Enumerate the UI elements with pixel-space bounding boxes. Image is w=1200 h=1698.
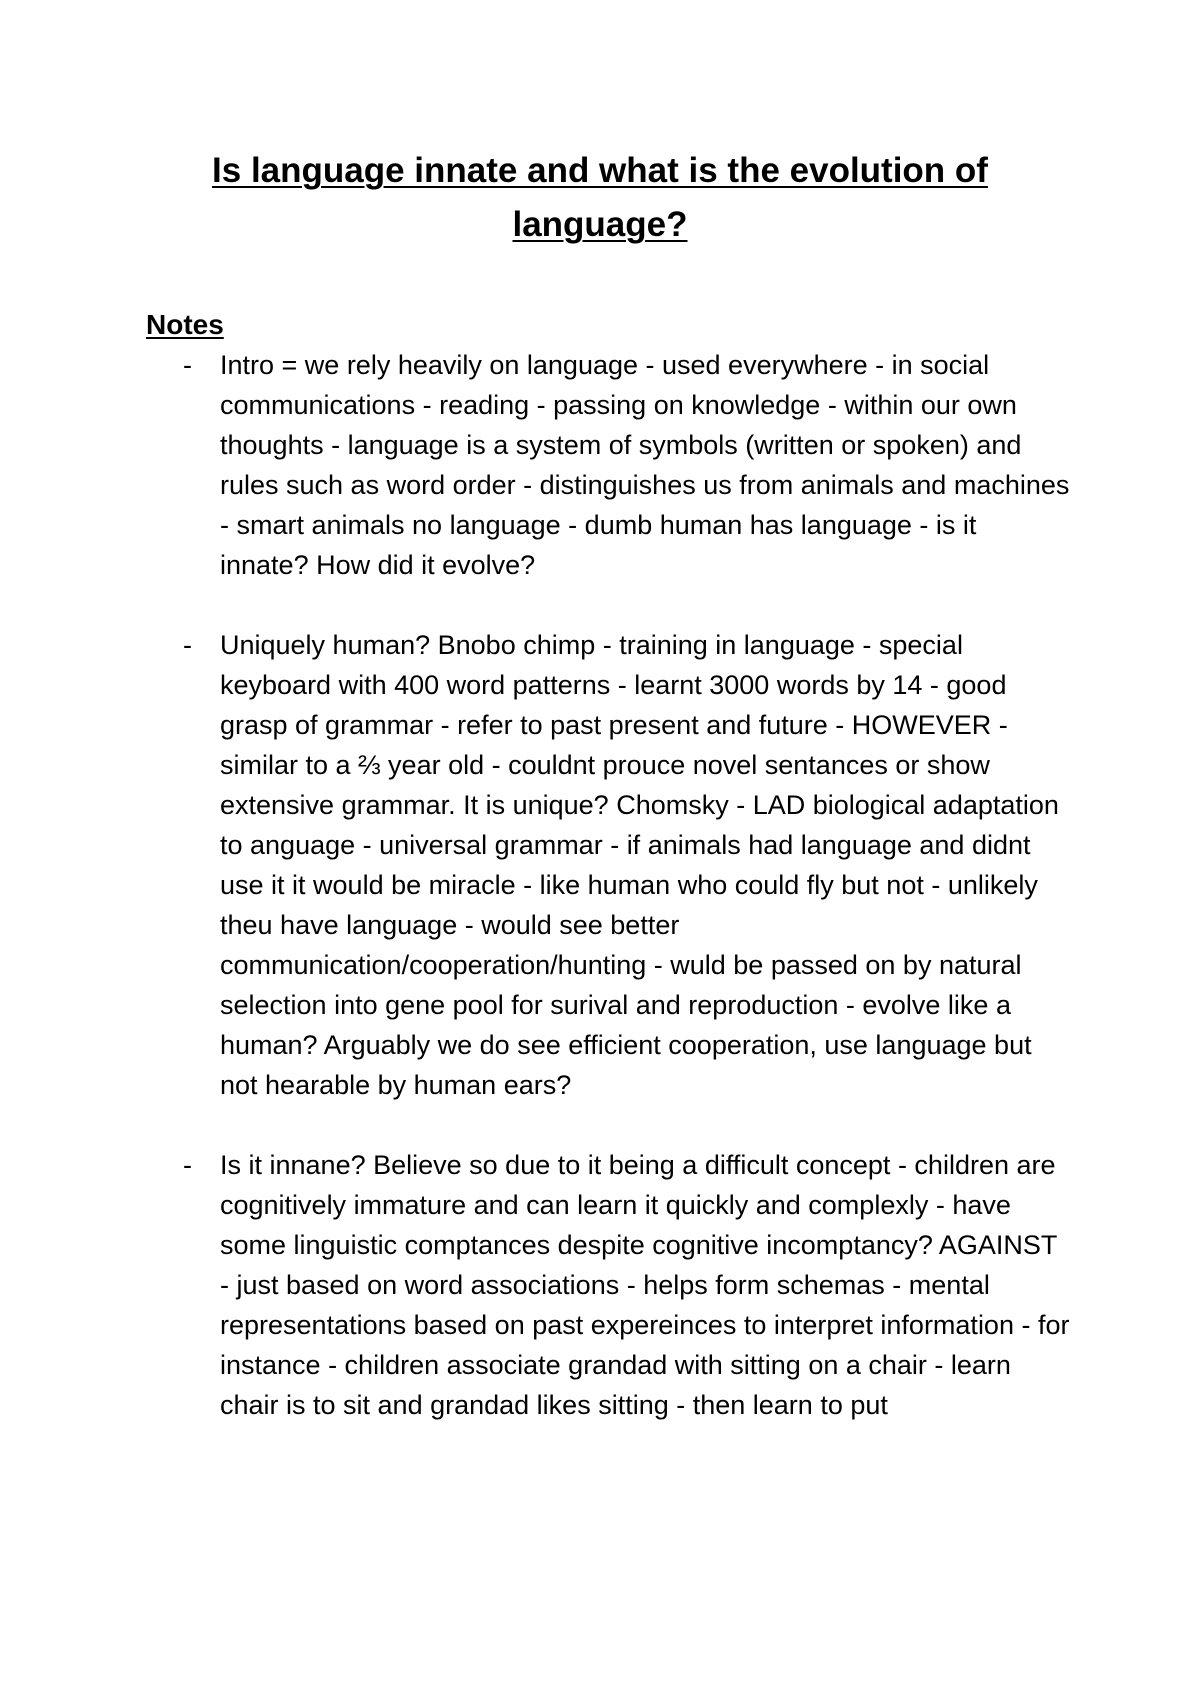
note-item-is-it-innate bbox=[0, 1145, 1200, 1425]
notes-heading: Notes bbox=[146, 309, 224, 340]
note-text-uniquely-human: Uniquely human? Bnobo chimp - training in language - special keyboard with 400 word patterns - learnt 3000 words by 14 - good grasp of grammar - refer to past present and future - HOWEVER - similar to a ⅔ year old - couldnt prouce novel sentances or show extensive grammar. It is unique? Chomsky - LAD biological adaptation to anguage - universal grammar - if animals had language and didnt use it it would be miracle - like human who could fly but not - unlikely theu have language - would see better communication/cooperation/hunting - wuld be passed on by natural selection into gene pool for surival and reproduction - evolve like a human? Arguably we do see efficient cooperation, use language but not hearable by human ears? bbox=[220, 630, 1059, 1100]
note-text-is-it-innate: Is it innane? Believe so due to it being a difficult concept - children are cognitively immature and can learn it quickly and complexly - have some linguistic comptances despite cognitive incomptancy? AGAINST - just based on word associations - helps form schemas - mental representations based on past expereinces to interpret information - for instance - children associate grandad with sitting on a chair - learn chair is to sit and grandad likes sitting - then learn to put bbox=[220, 1150, 1070, 1420]
bullet-dash: - bbox=[183, 350, 192, 380]
note-item-uniquely-human bbox=[0, 625, 1200, 1105]
bullet-dash: - bbox=[183, 630, 192, 660]
note-text-intro: Intro = we rely heavily on language - used everywhere - in social communications - reading - passing on knowledge - within our own thoughts - language is a system of symbols (written or spoken) and rules such as word order - distinguishes us from animals and machines - smart animals no language - dumb human has language - is it innate? How did it evolve? bbox=[220, 350, 1070, 580]
document-title: Is language innate and what is the evolution of language? bbox=[212, 151, 988, 244]
bullet-dash: - bbox=[183, 1150, 192, 1180]
notes-list bbox=[0, 345, 1200, 1465]
note-item-intro bbox=[0, 345, 1200, 585]
